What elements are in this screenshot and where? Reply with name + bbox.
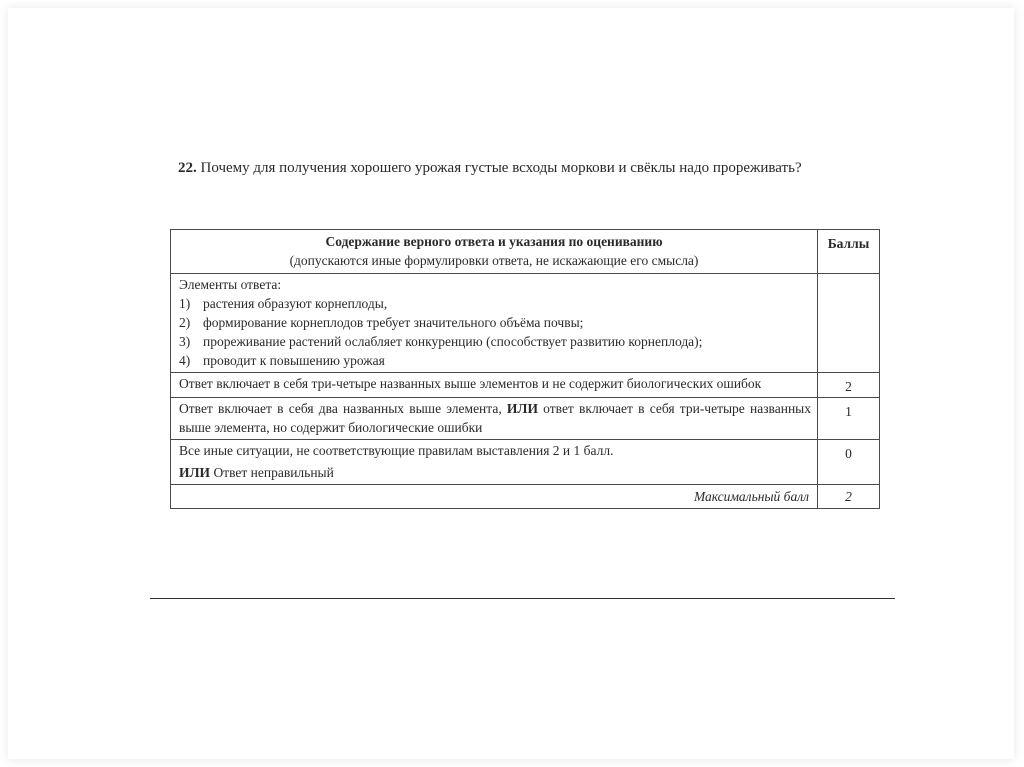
list-item-number: 3) [179, 334, 191, 349]
elements-row [171, 274, 880, 373]
table-row [171, 373, 880, 398]
question-number: 22. [178, 160, 197, 176]
question-body: Почему для получения хорошего урожая густые всходы моркови и свёклы надо прореживать? [200, 160, 802, 176]
table-row [171, 398, 880, 440]
list-item-number: 1) [179, 296, 191, 311]
list-item-number: 4) [179, 353, 191, 368]
elements-cell [171, 274, 818, 373]
header-row [171, 230, 880, 274]
list-item [179, 351, 811, 370]
header-title: Содержание верного ответа и указания по оцениванию [325, 234, 663, 249]
header-content-cell [171, 230, 818, 274]
criterion-points: 0 [818, 440, 880, 485]
criterion-or: ИЛИ [506, 401, 538, 416]
criterion-text: Ответ включает в себя три-четыре названных выше элементов и не содержит биологических ошибок [171, 373, 818, 398]
header-points: Баллы [818, 230, 880, 274]
criterion-points: 2 [818, 373, 880, 398]
list-item-number: 2) [179, 315, 191, 330]
header-subtitle: (допускаются иные формулировки ответа, не искажающие его смысла) [289, 253, 699, 268]
criterion-text-part: Ответ неправильный [210, 465, 334, 480]
list-item [179, 313, 811, 332]
max-score-label: Максимальный балл [171, 485, 818, 509]
max-row [171, 485, 880, 509]
list-item [179, 332, 811, 351]
list-item-text: формирование корнеплодов требует значительного объёма почвы; [203, 315, 584, 330]
criterion-text [171, 440, 818, 485]
list-item-text: проводит к повышению урожая [203, 353, 385, 368]
criterion-text-part: Все иные ситуации, не соответствующие правилам выставления 2 и 1 балл. [179, 443, 614, 458]
criterion-points: 1 [818, 398, 880, 440]
table-row [171, 440, 880, 485]
criterion-or: ИЛИ [179, 465, 211, 480]
criterion-text-part: Ответ включает в себя два названных выше элемента, [179, 401, 507, 416]
question-text [178, 158, 874, 179]
list-item-text: растения образуют корнеплоды, [203, 296, 388, 311]
max-score-value: 2 [818, 485, 880, 509]
elements-points-cell [818, 274, 880, 373]
criterion-text [171, 398, 818, 440]
divider-line [150, 598, 895, 599]
grading-table [170, 229, 880, 509]
elements-list [179, 294, 811, 370]
list-item-text: прореживание растений ослабляет конкуренцию (способствует развитию корнеплода); [203, 334, 703, 349]
list-item [179, 294, 811, 313]
elements-title: Элементы ответа: [179, 277, 282, 292]
criterion-text-part: ответ включает в себя три-четыре названных выше элемента, но содержит биологические ошибки [179, 401, 812, 435]
